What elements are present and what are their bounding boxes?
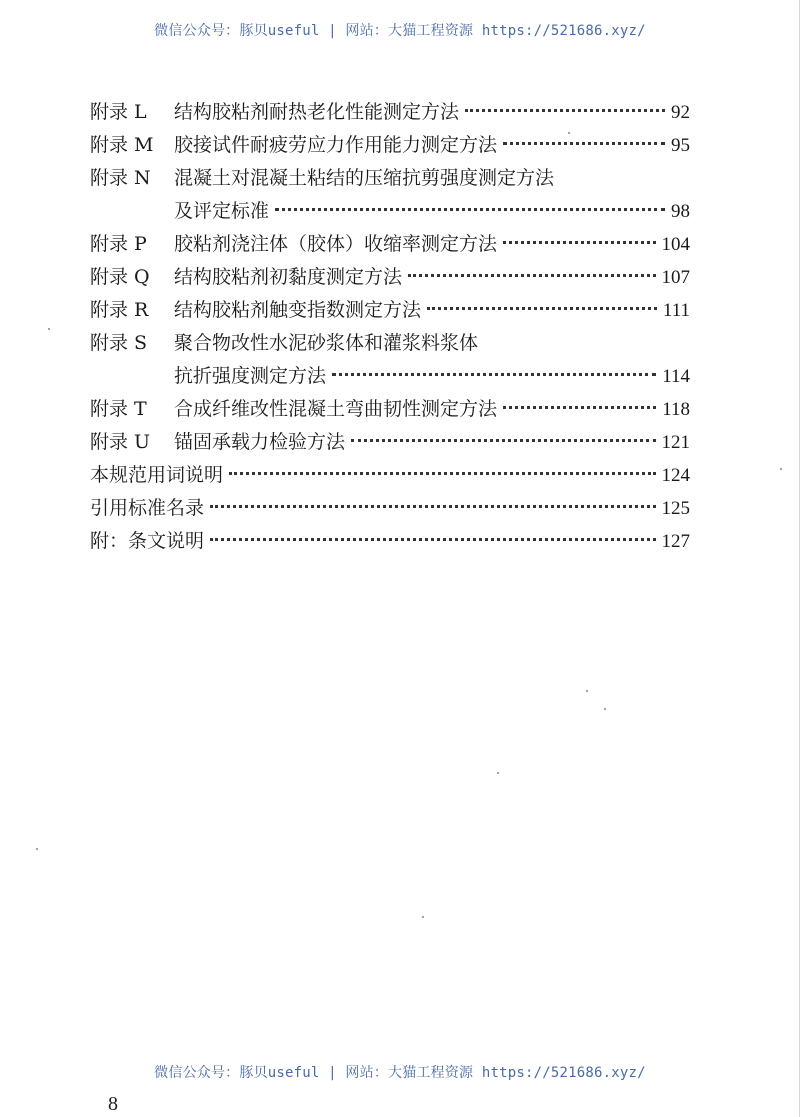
scan-speck: [48, 328, 50, 330]
scan-speck: [422, 916, 424, 918]
toc-title: 及评定标准: [174, 200, 270, 222]
toc-prefix: 附录 L: [90, 101, 147, 123]
toc-entry[interactable]: [90, 327, 690, 360]
toc-entry[interactable]: [90, 393, 690, 426]
dot-leader: [210, 537, 655, 541]
dot-leader: [210, 504, 655, 508]
toc-title: 本规范用词说明: [90, 464, 224, 486]
toc-entry[interactable]: [90, 261, 690, 294]
toc-entry[interactable]: [90, 129, 690, 162]
toc-title: 附：条文说明: [90, 530, 205, 552]
toc-prefix: 附录 M: [90, 134, 154, 156]
toc-title: 引用标准名录: [90, 497, 205, 519]
scan-speck: [780, 468, 782, 470]
toc-page: 125: [661, 498, 690, 519]
scan-speck: [604, 708, 606, 710]
toc-entry-continuation[interactable]: [90, 360, 690, 393]
scan-speck: [36, 848, 38, 850]
dot-leader: [408, 273, 655, 277]
toc-prefix: 附录 R: [90, 299, 149, 321]
toc-title: 胶粘剂浇注体（胶体）收缩率测定方法: [174, 233, 498, 255]
toc-prefix: 附录 N: [90, 167, 151, 189]
toc-page: 124: [661, 465, 690, 486]
toc-page: 107: [661, 267, 690, 288]
toc-entry[interactable]: [90, 162, 690, 195]
scan-speck: [568, 132, 570, 134]
toc-entry-continuation[interactable]: [90, 195, 690, 228]
toc-entry[interactable]: [90, 525, 690, 558]
dot-leader: [351, 438, 655, 442]
toc-entry[interactable]: [90, 228, 690, 261]
toc-page: 114: [662, 366, 690, 387]
toc-page: 121: [661, 432, 690, 453]
watermark-bottom: 微信公众号：豚贝useful | 网站：大猫工程资源 https://521686.xyz/: [154, 1065, 646, 1081]
watermark-top: 微信公众号：豚贝useful | 网站：大猫工程资源 https://521686.xyz/: [154, 23, 646, 39]
toc-prefix: 附录 P: [90, 233, 147, 255]
toc-page: 95: [671, 135, 690, 156]
toc-page: 104: [661, 234, 690, 255]
dot-leader: [503, 405, 656, 409]
page-number: 8: [108, 1093, 118, 1115]
toc-title: 结构胶粘剂耐热老化性能测定方法: [174, 101, 460, 123]
toc-title: 结构胶粘剂初黏度测定方法: [174, 266, 403, 288]
toc-prefix: 附录 S: [90, 332, 148, 354]
toc-title: 抗折强度测定方法: [174, 365, 327, 387]
dot-leader: [275, 207, 665, 211]
toc-page: 98: [671, 201, 690, 222]
toc-page: 127: [661, 531, 690, 552]
toc-prefix: 附录 Q: [90, 266, 150, 288]
toc-title: 胶接试件耐疲劳应力作用能力测定方法: [174, 134, 498, 156]
scan-speck: [497, 772, 499, 774]
toc-title: 混凝土对混凝土粘结的压缩抗剪强度测定方法: [174, 167, 555, 189]
toc-entry[interactable]: [90, 459, 690, 492]
toc-page: 111: [662, 300, 690, 321]
toc-prefix: 附录 U: [90, 431, 151, 453]
toc-page: 118: [662, 399, 690, 420]
table-of-contents: [90, 96, 690, 558]
toc-prefix: 附录 T: [90, 398, 147, 420]
toc-title: 锚固承载力检验方法: [174, 431, 346, 453]
dot-leader: [229, 471, 655, 475]
toc-entry[interactable]: [90, 294, 690, 327]
toc-page: 92: [671, 102, 690, 123]
dot-leader: [503, 141, 665, 145]
toc-entry[interactable]: [90, 426, 690, 459]
dot-leader: [427, 306, 657, 310]
scan-speck: [586, 690, 588, 692]
toc-title: 合成纤维改性混凝土弯曲韧性测定方法: [174, 398, 498, 420]
dot-leader: [465, 108, 665, 112]
toc-title: 结构胶粘剂触变指数测定方法: [174, 299, 422, 321]
dot-leader: [503, 240, 655, 244]
toc-title: 聚合物改性水泥砂浆体和灌浆料浆体: [174, 332, 479, 354]
toc-entry[interactable]: [90, 96, 690, 129]
toc-entry[interactable]: [90, 492, 690, 525]
dot-leader: [332, 372, 656, 376]
